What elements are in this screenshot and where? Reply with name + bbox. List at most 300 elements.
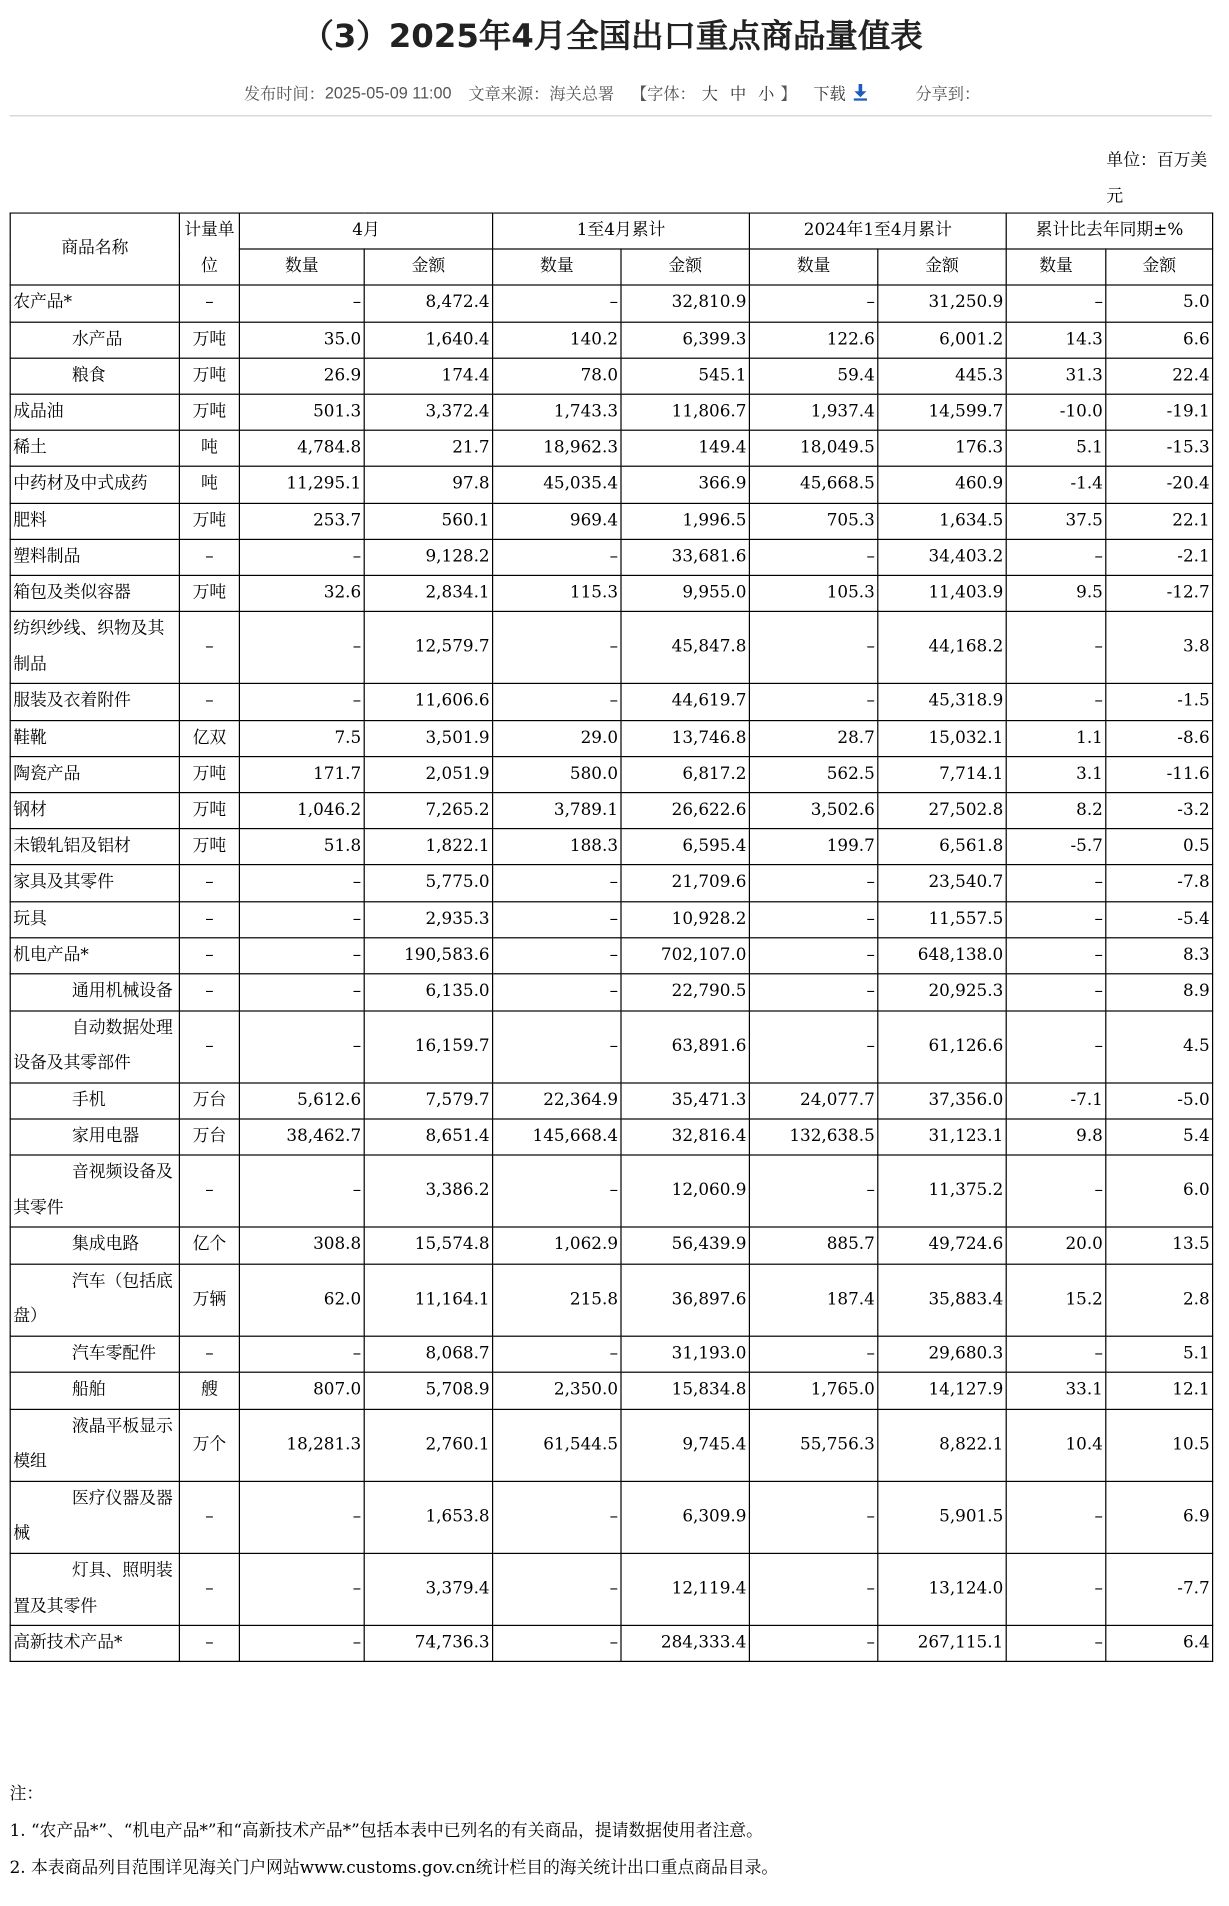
cell-prev-qty: 3,502.6 [749,793,877,829]
cell-yoy-amt: 3.8 [1106,612,1213,684]
cell-ytd-amt: 9,955.0 [621,575,749,611]
table-row [10,1336,1212,1373]
cell-apr-amt: 11,164.1 [364,1264,492,1336]
cell-name: 自动数据处理设备及其零部件 [10,1011,179,1083]
cell-unit: 万吨 [179,358,239,394]
cell-unit: 吨 [179,467,239,503]
table-row [10,1228,1212,1264]
cell-ytd-qty: 140.2 [493,322,621,358]
cell-yoy-amt: -12.7 [1106,575,1213,611]
cell-unit: 艘 [179,1373,239,1409]
table-row [10,430,1212,466]
table-row [10,793,1212,829]
cell-yoy-amt: -1.5 [1106,684,1213,720]
cell-yoy-qty: – [1006,612,1106,684]
cell-ytd-qty: 61,544.5 [493,1409,621,1481]
cell-ytd-amt: 6,595.4 [621,829,749,865]
cell-apr-amt: 5,708.9 [364,1373,492,1409]
cell-yoy-amt: 22.1 [1106,503,1213,539]
cell-name: 服装及衣着附件 [10,684,179,720]
table-row [10,394,1212,430]
table-row [10,539,1212,575]
cell-prev-qty: 59.4 [749,358,877,394]
cell-ytd-qty: 3,789.1 [493,793,621,829]
cell-ytd-qty: 29.0 [493,720,621,756]
cell-prev-qty: 24,077.7 [749,1083,877,1119]
cell-apr-amt: 7,579.7 [364,1083,492,1119]
cell-ytd-amt: 32,816.4 [621,1119,749,1155]
cell-unit: – [179,901,239,937]
cell-prev-qty: 122.6 [749,322,877,358]
cell-prev-amt: 45,318.9 [878,684,1006,720]
cell-ytd-qty: 969.4 [493,503,621,539]
cell-prev-qty: – [749,1481,877,1553]
cell-apr-amt: 8,068.7 [364,1336,492,1373]
cell-apr-qty: – [239,1155,364,1227]
cell-ytd-qty: – [493,1481,621,1553]
cell-ytd-qty: – [493,1011,621,1083]
cell-name: 音视频设备及其零件 [10,1155,179,1227]
cell-unit: – [179,285,239,321]
cell-yoy-qty: – [1006,1626,1106,1662]
font-size-close: 】 [780,85,797,104]
cell-prev-qty: 1,765.0 [749,1373,877,1409]
cell-prev-amt: 31,123.1 [878,1119,1006,1155]
unit-label: 单位：百万美元 [1106,151,1208,207]
cell-ytd-qty: 2,350.0 [493,1373,621,1409]
cell-name: 陶瓷产品 [10,756,179,792]
cell-prev-qty: 885.7 [749,1228,877,1264]
cell-unit: – [179,938,239,974]
cell-prev-amt: 6,561.8 [878,829,1006,865]
col-header-prev-ytd: 2024年1至4月累计 [749,213,1006,249]
table-row [10,756,1212,792]
header-row-1 [10,213,1212,249]
share-label[interactable]: 分享到： [915,85,981,104]
col-header-qty: 数量 [239,249,364,285]
cell-ytd-qty: – [493,612,621,684]
cell-yoy-qty: 37.5 [1006,503,1106,539]
cell-ytd-qty: – [493,901,621,937]
cell-name: 粮食 [10,358,179,394]
notes-label: 注： [9,1784,44,1804]
cell-ytd-amt: 6,817.2 [621,756,749,792]
cell-unit: – [179,612,239,684]
cell-apr-qty: – [239,684,364,720]
cell-name: 船舶 [10,1373,179,1409]
cell-unit: 万吨 [179,394,239,430]
cell-ytd-amt: 36,897.6 [621,1264,749,1336]
cell-ytd-qty: – [493,684,621,720]
cell-prev-qty: – [749,974,877,1011]
cell-yoy-qty: – [1006,1481,1106,1553]
cell-ytd-qty: – [493,865,621,901]
cell-yoy-amt: -15.3 [1106,430,1213,466]
col-header-qty: 数量 [1006,249,1106,285]
cell-yoy-qty: 15.2 [1006,1264,1106,1336]
cell-unit: – [179,1481,239,1553]
cell-yoy-qty: 14.3 [1006,322,1106,358]
cell-yoy-amt: -20.4 [1106,467,1213,503]
cell-apr-qty: 1,046.2 [239,793,364,829]
cell-apr-qty: 807.0 [239,1373,364,1409]
table-row [10,1155,1212,1227]
cell-ytd-amt: 702,107.0 [621,938,749,974]
cell-name: 汽车（包括底盘） [10,1264,179,1336]
cell-prev-qty: 28.7 [749,720,877,756]
cell-apr-amt: 6,135.0 [364,974,492,1011]
cell-name: 医疗仪器及器械 [10,1481,179,1553]
cell-unit: 吨 [179,430,239,466]
cell-ytd-amt: 12,060.9 [621,1155,749,1227]
cell-yoy-qty: -10.0 [1006,394,1106,430]
cell-ytd-amt: 6,399.3 [621,322,749,358]
cell-prev-amt: 37,356.0 [878,1083,1006,1119]
cell-yoy-qty: -7.1 [1006,1083,1106,1119]
cell-apr-qty: – [239,1481,364,1553]
cell-apr-amt: 3,379.4 [364,1553,492,1625]
cell-prev-amt: 34,403.2 [878,539,1006,575]
table-row [10,1011,1212,1083]
cell-apr-qty: 253.7 [239,503,364,539]
table-row [10,974,1212,1011]
cell-unit: – [179,1155,239,1227]
cell-yoy-qty: -5.7 [1006,829,1106,865]
cell-name: 手机 [10,1083,179,1119]
table-row [10,1481,1212,1553]
cell-ytd-qty: 215.8 [493,1264,621,1336]
cell-ytd-amt: 56,439.9 [621,1228,749,1264]
publish-label: 发布时间： [243,85,325,104]
cell-yoy-qty: 9.5 [1006,575,1106,611]
cell-unit: 亿个 [179,1228,239,1264]
cell-prev-amt: 11,557.5 [878,901,1006,937]
cell-ytd-qty: 145,668.4 [493,1119,621,1155]
cell-apr-amt: 3,501.9 [364,720,492,756]
cell-prev-amt: 15,032.1 [878,720,1006,756]
cell-prev-qty: – [749,1155,877,1227]
cell-ytd-amt: 366.9 [621,467,749,503]
download-icon [853,84,867,101]
cell-ytd-qty: – [493,285,621,321]
cell-ytd-amt: 1,996.5 [621,503,749,539]
cell-ytd-amt: 33,681.6 [621,539,749,575]
cell-unit: – [179,1553,239,1625]
cell-prev-amt: 13,124.0 [878,1553,1006,1625]
cell-prev-qty: – [749,285,877,321]
cell-prev-amt: 23,540.7 [878,865,1006,901]
cell-prev-amt: 29,680.3 [878,1336,1006,1373]
cell-prev-qty: 45,668.5 [749,467,877,503]
col-header-yoy: 累计比去年同期±% [1006,213,1212,249]
cell-yoy-amt: 10.5 [1106,1409,1213,1481]
cell-ytd-amt: 22,790.5 [621,974,749,1011]
cell-ytd-amt: 10,928.2 [621,901,749,937]
cell-apr-qty: – [239,612,364,684]
cell-apr-qty: – [239,285,364,321]
cell-prev-amt: 176.3 [878,430,1006,466]
cell-ytd-qty: – [493,1553,621,1625]
cell-ytd-amt: 149.4 [621,430,749,466]
cell-ytd-amt: 545.1 [621,358,749,394]
cell-apr-amt: 2,760.1 [364,1409,492,1481]
cell-prev-amt: 27,502.8 [878,793,1006,829]
cell-apr-amt: 1,653.8 [364,1481,492,1553]
cell-name: 农产品* [10,285,179,321]
table-row [10,358,1212,394]
cell-prev-amt: 445.3 [878,358,1006,394]
cell-yoy-amt: 5.1 [1106,1336,1213,1373]
cell-name: 稀土 [10,430,179,466]
font-size-open: 【字体： [630,85,696,104]
font-large-button[interactable]: 大 [701,85,718,104]
cell-name: 成品油 [10,394,179,430]
cell-apr-qty: – [239,1011,364,1083]
note-1: 1. “农产品*”、“机电产品*”和“高新技术产品*”包括本表中已列名的有关商品，提请数据使用者注意。 [9,1821,763,1841]
cell-prev-amt: 31,250.9 [878,285,1006,321]
cell-yoy-qty: 10.4 [1006,1409,1106,1481]
cell-name: 鞋靴 [10,720,179,756]
cell-yoy-amt: -3.2 [1106,793,1213,829]
cell-yoy-qty: 33.1 [1006,1373,1106,1409]
cell-ytd-amt: 45,847.8 [621,612,749,684]
cell-apr-qty: 4,784.8 [239,430,364,466]
cell-apr-qty: 5,612.6 [239,1083,364,1119]
cell-prev-qty: – [749,901,877,937]
cell-prev-amt: 5,901.5 [878,1481,1006,1553]
col-header-amt: 金额 [364,249,492,285]
col-header-unit: 计量单位 [179,213,239,285]
cell-prev-amt: 267,115.1 [878,1626,1006,1662]
cell-yoy-qty: – [1006,901,1106,937]
cell-apr-amt: 2,834.1 [364,575,492,611]
download-link[interactable] [813,80,867,104]
cell-prev-qty: 187.4 [749,1264,877,1336]
cell-ytd-qty: 188.3 [493,829,621,865]
cell-prev-qty: – [749,1553,877,1625]
cell-ytd-amt: 13,746.8 [621,720,749,756]
cell-apr-amt: 1,822.1 [364,829,492,865]
cell-apr-amt: 9,128.2 [364,539,492,575]
font-small-button[interactable]: 小 [758,85,775,104]
cell-ytd-amt: 31,193.0 [621,1336,749,1373]
header-divider [10,115,1212,116]
col-header-amt: 金额 [1106,249,1213,285]
cell-apr-amt: 560.1 [364,503,492,539]
cell-unit: – [179,1626,239,1662]
cell-yoy-qty: – [1006,1553,1106,1625]
cell-prev-qty: – [749,1336,877,1373]
cell-apr-qty: – [239,901,364,937]
cell-apr-qty: 171.7 [239,756,364,792]
cell-yoy-amt: 6.6 [1106,322,1213,358]
cell-name: 家具及其零件 [10,865,179,901]
cell-unit: – [179,539,239,575]
cell-ytd-amt: 9,745.4 [621,1409,749,1481]
table-row [10,1264,1212,1336]
cell-yoy-amt: 8.3 [1106,938,1213,974]
cell-unit: – [179,1336,239,1373]
cell-ytd-amt: 11,806.7 [621,394,749,430]
cell-yoy-qty: – [1006,1336,1106,1373]
cell-yoy-amt: 5.4 [1106,1119,1213,1155]
cell-prev-qty: – [749,684,877,720]
publish-time: 2025-05-09 11:00 [324,83,452,102]
table-row [10,938,1212,974]
cell-apr-qty: 11,295.1 [239,467,364,503]
cell-ytd-amt: 44,619.7 [621,684,749,720]
cell-ytd-amt: 284,333.4 [621,1626,749,1662]
cell-yoy-amt: -5.4 [1106,901,1213,937]
col-header-qty: 数量 [749,249,877,285]
cell-name: 集成电路 [10,1228,179,1264]
cell-apr-qty: – [239,1626,364,1662]
cell-apr-qty: 308.8 [239,1228,364,1264]
cell-ytd-qty: – [493,974,621,1011]
cell-ytd-qty: 580.0 [493,756,621,792]
cell-apr-amt: 12,579.7 [364,612,492,684]
table-row [10,865,1212,901]
cell-apr-amt: 7,265.2 [364,793,492,829]
cell-ytd-amt: 12,119.4 [621,1553,749,1625]
cell-ytd-amt: 26,622.6 [621,793,749,829]
cell-unit: – [179,1011,239,1083]
cell-yoy-amt: -7.7 [1106,1553,1213,1625]
table-row [10,322,1212,358]
cell-name: 钢材 [10,793,179,829]
table-row [10,1119,1212,1155]
cell-unit: 万辆 [179,1264,239,1336]
cell-name: 水产品 [10,322,179,358]
cell-prev-amt: 14,599.7 [878,394,1006,430]
cell-apr-amt: 5,775.0 [364,865,492,901]
table-row [10,467,1212,503]
cell-yoy-qty: 3.1 [1006,756,1106,792]
col-header-amt: 金额 [621,249,749,285]
cell-apr-qty: – [239,974,364,1011]
notes [10,1776,1222,1888]
table-row [10,720,1212,756]
cell-prev-amt: 6,001.2 [878,322,1006,358]
table-row [10,1373,1212,1409]
cell-yoy-amt: 22.4 [1106,358,1213,394]
cell-apr-amt: 3,386.2 [364,1155,492,1227]
cell-name: 肥料 [10,503,179,539]
page-title: （3）2025年4月全国出口重点商品量值表 [301,18,923,56]
cell-ytd-qty: 1,062.9 [493,1228,621,1264]
cell-ytd-amt: 21,709.6 [621,865,749,901]
article-meta [0,80,1224,104]
cell-apr-amt: 2,935.3 [364,901,492,937]
cell-unit: 万吨 [179,575,239,611]
col-header-april: 4月 [239,213,492,249]
col-header-ytd: 1至4月累计 [493,213,750,249]
cell-apr-amt: 21.7 [364,430,492,466]
cell-apr-qty: 501.3 [239,394,364,430]
cell-prev-qty: 199.7 [749,829,877,865]
table-row [10,612,1212,684]
cell-name: 高新技术产品* [10,1626,179,1662]
cell-yoy-qty: – [1006,974,1106,1011]
cell-unit: – [179,865,239,901]
cell-apr-amt: 1,640.4 [364,322,492,358]
cell-name: 玩具 [10,901,179,937]
cell-name: 未锻轧铝及铝材 [10,829,179,865]
cell-prev-qty: 55,756.3 [749,1409,877,1481]
cell-apr-amt: 15,574.8 [364,1228,492,1264]
cell-apr-qty: 32.6 [239,575,364,611]
cell-apr-amt: 74,736.3 [364,1626,492,1662]
cell-yoy-qty: 31.3 [1006,358,1106,394]
cell-prev-qty: 1,937.4 [749,394,877,430]
cell-apr-amt: 174.4 [364,358,492,394]
cell-apr-qty: 35.0 [239,322,364,358]
cell-prev-amt: 7,714.1 [878,756,1006,792]
cell-apr-amt: 11,606.6 [364,684,492,720]
cell-apr-amt: 16,159.7 [364,1011,492,1083]
cell-apr-qty: 26.9 [239,358,364,394]
cell-prev-qty: 562.5 [749,756,877,792]
cell-unit: 万吨 [179,829,239,865]
cell-yoy-qty: – [1006,285,1106,321]
cell-yoy-amt: 5.0 [1106,285,1213,321]
cell-unit: – [179,684,239,720]
cell-yoy-amt: -11.6 [1106,756,1213,792]
table-row [10,285,1212,321]
cell-apr-qty: 18,281.3 [239,1409,364,1481]
cell-apr-amt: 190,583.6 [364,938,492,974]
cell-unit: 万吨 [179,793,239,829]
cell-yoy-amt: 8.9 [1106,974,1213,1011]
cell-name: 纺织纱线、织物及其制品 [10,612,179,684]
cell-prev-amt: 61,126.6 [878,1011,1006,1083]
cell-name: 箱包及类似容器 [10,575,179,611]
cell-prev-amt: 11,375.2 [878,1155,1006,1227]
cell-unit: 万个 [179,1409,239,1481]
cell-yoy-amt: 13.5 [1106,1228,1213,1264]
cell-unit: 万吨 [179,322,239,358]
cell-yoy-qty: – [1006,938,1106,974]
cell-ytd-qty: – [493,539,621,575]
cell-name: 中药材及中式成药 [10,467,179,503]
cell-yoy-amt: 6.9 [1106,1481,1213,1553]
cell-ytd-qty: – [493,1626,621,1662]
font-medium-button[interactable]: 中 [729,85,747,104]
cell-yoy-amt: 0.5 [1106,829,1213,865]
cell-prev-qty: 132,638.5 [749,1119,877,1155]
cell-ytd-qty: 18,962.3 [493,430,621,466]
cell-ytd-qty: – [493,1336,621,1373]
cell-yoy-amt: -5.0 [1106,1083,1213,1119]
cell-prev-qty: 18,049.5 [749,430,877,466]
cell-ytd-amt: 6,309.9 [621,1481,749,1553]
cell-yoy-amt: 6.4 [1106,1626,1213,1662]
cell-ytd-qty: 1,743.3 [493,394,621,430]
cell-apr-qty: – [239,865,364,901]
note-2: 2. 本表商品列目范围详见海关门户网站www.customs.gov.cn统计栏目的海关统计出口重点商品目录。 [9,1858,779,1879]
table-row [10,1083,1212,1119]
cell-ytd-qty: 115.3 [493,575,621,611]
cell-yoy-amt: -2.1 [1106,539,1213,575]
cell-unit: 万台 [179,1083,239,1119]
cell-name: 液晶平板显示模组 [10,1409,179,1481]
cell-prev-amt: 35,883.4 [878,1264,1006,1336]
table-row [10,503,1212,539]
cell-apr-qty: – [239,938,364,974]
cell-name: 家用电器 [10,1119,179,1155]
table-row [10,901,1212,937]
col-header-qty: 数量 [493,249,621,285]
